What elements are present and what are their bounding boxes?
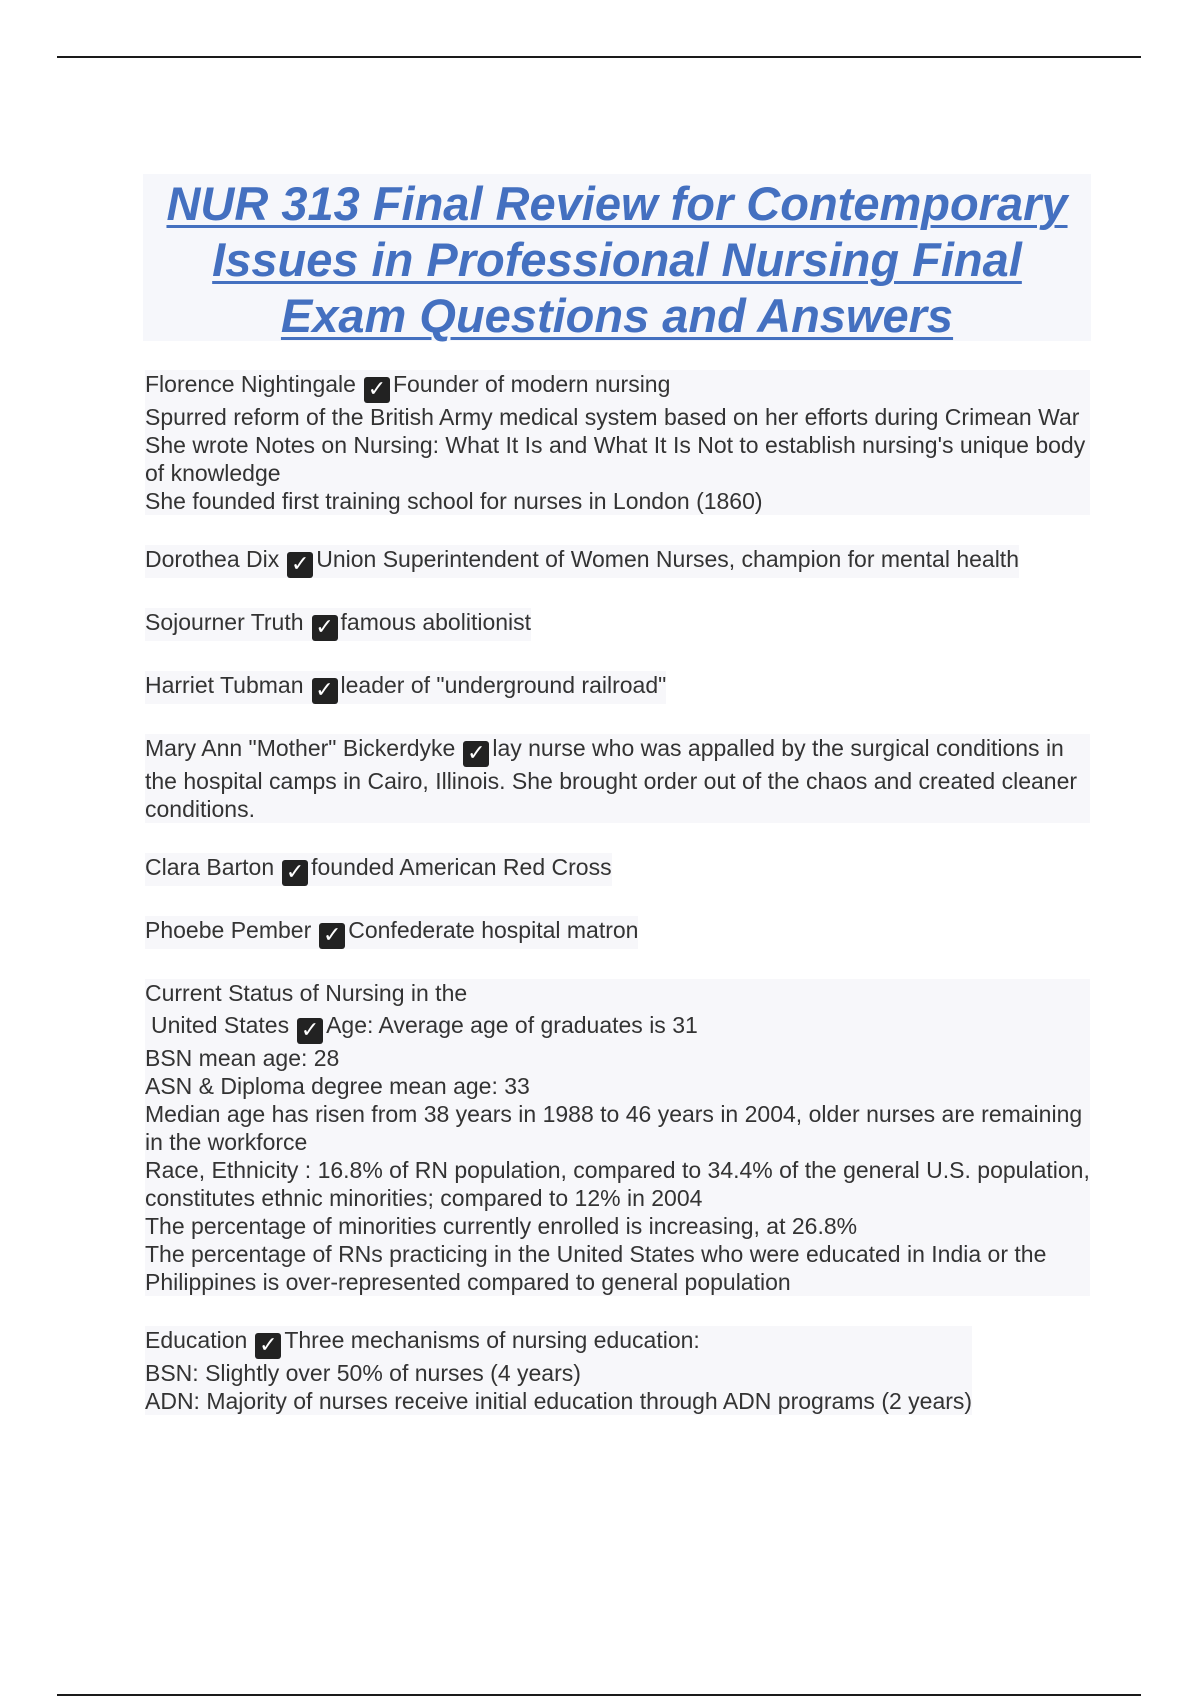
qa-term: Florence Nightingale [145, 371, 356, 397]
qa-entry-nightingale [145, 370, 1090, 515]
qa-detail-line: She wrote Notes on Nursing: What It Is and What It Is Not to establish nursing's unique body of knowledge [145, 432, 1086, 486]
check-icon: ✓ [319, 923, 345, 949]
check-icon: ✓ [312, 615, 338, 641]
qa-entry-block [145, 370, 1090, 515]
check-icon: ✓ [312, 678, 338, 704]
qa-line [145, 1326, 972, 1359]
qa-entry-block [145, 671, 666, 704]
qa-term: Harriet Tubman [145, 672, 304, 698]
qa-answer: Three mechanisms of nursing education: [284, 1327, 700, 1353]
qa-entry-block [145, 979, 1090, 1296]
qa-answer: Confederate hospital matron [348, 917, 639, 943]
qa-entry-dix [145, 545, 1090, 578]
document-title-box [143, 174, 1091, 341]
qa-entry-block [145, 608, 531, 641]
qa-term: Sojourner Truth [145, 609, 304, 635]
qa-line [145, 853, 612, 886]
qa-detail-line: ADN: Majority of nurses receive initial education through ADN programs (2 years) [145, 1388, 973, 1414]
qa-answer: lay nurse who was appalled by the surgical conditions in the hospital camps in Cairo, Illinois. She brought order out of the chaos and created cleaner conditions. [145, 735, 1078, 822]
check-icon: ✓ [255, 1333, 281, 1359]
qa-line [145, 545, 1019, 578]
qa-term: United States [151, 1012, 290, 1038]
qa-entry-block [145, 916, 638, 949]
qa-content [145, 370, 1090, 1445]
qa-term: Current Status of Nursing in the [145, 980, 468, 1006]
qa-entry-education [145, 1326, 1090, 1415]
qa-entry-block [145, 734, 1090, 823]
qa-detail-line: Spurred reform of the British Army medical system based on her efforts during Crimean War [145, 404, 1080, 430]
qa-detail-line: She founded first training school for nurses in London (1860) [145, 488, 763, 514]
qa-entry-tubman [145, 671, 1090, 704]
qa-line [145, 671, 666, 704]
qa-answer: Union Superintendent of Women Nurses, champion for mental health [316, 546, 1019, 572]
qa-term: Education [145, 1327, 248, 1353]
qa-term: Phoebe Pember [145, 917, 312, 943]
qa-answer: Founder of modern nursing [392, 371, 671, 397]
qa-detail-line: BSN: Slightly over 50% of nurses (4 years) [145, 1360, 581, 1386]
qa-term: Mary Ann "Mother" Bickerdyke [145, 735, 456, 761]
qa-entry-pember [145, 916, 1090, 949]
qa-answer: famous abolitionist [340, 609, 532, 635]
qa-detail-line: The percentage of RNs practicing in the United States who were educated in India or the Philippines is over-represented compared to general population [145, 1241, 1047, 1295]
check-icon: ✓ [297, 1018, 323, 1044]
document-title [143, 174, 1091, 344]
top-rule [57, 56, 1141, 58]
bottom-rule [57, 1694, 1141, 1696]
qa-detail-line: BSN mean age: 28 [145, 1045, 340, 1071]
check-icon: ✓ [282, 860, 308, 886]
qa-entry-block [145, 545, 1019, 578]
qa-detail-line: Race, Ethnicity : 16.8% of RN population, compared to 34.4% of the general U.S. population, constitutes ethnic minorities; compared to 12% in 2004 [145, 1157, 1090, 1211]
qa-detail-line: Median age has risen from 38 years in 1988 to 46 years in 2004, older nurses are remaining in the workforce [145, 1101, 1083, 1155]
qa-entry-block [145, 1326, 972, 1415]
qa-entry-block [145, 853, 612, 886]
qa-entry-bickerdyke [145, 734, 1090, 823]
qa-entry-truth [145, 608, 1090, 641]
qa-term: Clara Barton [145, 854, 275, 880]
qa-answer: Age: Average age of graduates is 31 [326, 1012, 698, 1038]
qa-line [145, 916, 638, 949]
qa-answer: founded American Red Cross [311, 854, 612, 880]
qa-entry-status [145, 979, 1090, 1296]
title-line-2: Issues in Professional Nursing Final [212, 233, 1022, 286]
qa-line [145, 608, 531, 641]
qa-line [145, 1007, 1090, 1044]
title-line-1: NUR 313 Final Review for Contemporary [166, 177, 1068, 230]
qa-detail-line: ASN & Diploma degree mean age: 33 [145, 1073, 530, 1099]
qa-entry-barton [145, 853, 1090, 886]
check-icon: ✓ [364, 377, 390, 403]
qa-line [145, 370, 1090, 403]
qa-line [145, 734, 1090, 823]
qa-term: Dorothea Dix [145, 546, 280, 572]
check-icon: ✓ [463, 741, 489, 767]
check-icon: ✓ [287, 552, 313, 578]
title-line-3: Exam Questions and Answers [280, 289, 954, 342]
qa-answer: leader of "underground railroad" [340, 672, 667, 698]
qa-detail-line: The percentage of minorities currently enrolled is increasing, at 26.8% [145, 1213, 858, 1239]
